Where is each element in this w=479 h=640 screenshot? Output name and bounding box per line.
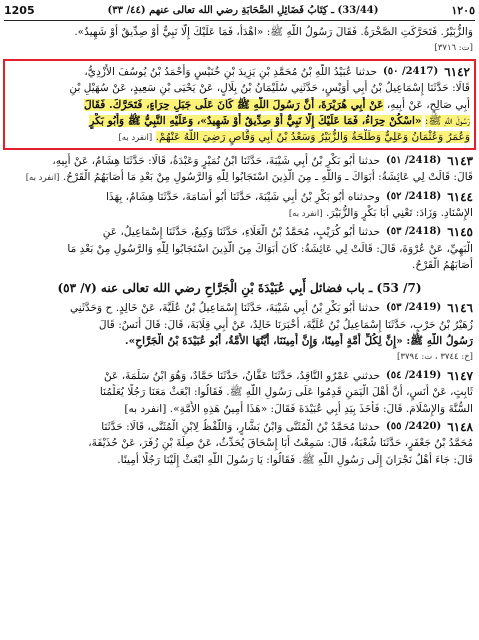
hadith-number: ٦١٤٢ — [444, 64, 470, 79]
hadith-line: السُّنَّةَ وَالإِسْلَامَ. قَالَ: فَأَخَذَ بِيَدِ أَبِي عُبَيْدَةَ فَقَالَ: «هَذَا أَمِينُ هَذِهِ الأُمَّةِ». [انفرد به] — [124, 402, 473, 415]
hadith-line: حدثنا أَبُو كُرَيْبٍ، مُحَمَّدُ بْنُ الْعَلَاءِ، حَدَّثَنَا وَكِيعٌ، حَدَّثَنَا إِسْمَاعِيلُ، عَنِ — [102, 226, 381, 239]
hadith-6145 — [6, 224, 473, 240]
hadith-number: ٦١٤٤ — [447, 189, 473, 204]
highlighted-text: «اسْكُنْ حِرَاءُ، فَمَا عَلَيْكَ إِلَّا نَبِيٌّ أَوْ صِدِّيقٌ أَوْ شَهِيدٌ»، وَعَلَيْهِ النَّبِيُّ ﷺ وَأَبُو بَكْرٍ — [89, 115, 422, 128]
hadith-line: حدثنا عُبَيْدُ اللَّهِ بْنُ مُحَمَّدِ بْنِ يَزِيدَ بْنِ خُنَيْسٍ وَأَحْمَدُ بْنُ يُوسُفَ الأَزْدِيُّ، — [84, 65, 378, 78]
hadith-line: قَالَا: حَدَّثَنَا إِسْمَاعِيلُ بْنُ أَبِي أُوَيْسٍ، حَدَّثَنِي سُلَيْمَانُ بْنُ بِلَالٍ، عَنْ يَحْيَى بْنِ سَعِيدٍ، عَنْ سُهَيْلِ بْنِ — [69, 82, 470, 95]
hadith-mark: (2418/ ٥٢) — [386, 190, 442, 202]
hadith-line: حدثنا مُحَمَّدُ بْنُ الْمُثَنَّى وَابْنُ بَشَّارٍ، وَاللَّفْظُ لِابْنِ الْمُثَنَّى، قَالَا: حَدَّثَنَا — [101, 420, 381, 433]
hadith-6148 — [6, 419, 473, 435]
hadith-line — [9, 113, 470, 129]
page-body — [6, 24, 473, 640]
hadith-reference: [انفرد به] — [288, 209, 323, 220]
highlighted-text: عَنْ أَبِي هُرَيْرَةَ، أَنَّ رَسُولَ اللَّهِ ﷺ كَانَ عَلَى جَبَلِ حِرَاءٍ، فَتَحَرَّكَ. فَقَالَ — [83, 98, 384, 111]
hadith-line: زُهَيْرُ بْنُ حَرْبٍ، حَدَّثَنَا إِسْمَاعِيلُ بْنُ عُلَيَّةَ، أَخْبَرَنَا خَالِدٌ، عَنْ أَبِي قِلَابَةَ، قَالَ: قَالَ أَنَسٌ: قَالَ — [98, 318, 473, 331]
hadith-line — [9, 129, 470, 146]
hadith-mark: (2418/ ٥١) — [386, 154, 442, 166]
hadith-6142 — [9, 64, 470, 80]
chapter-heading: (7/ 53) ـ باب فضائل أَبِي عُبَيْدَةَ بْنِ الْجَرَّاحِ رضي الله تعالى عنه (٧/ ٥٣) — [57, 280, 422, 295]
highlighted-text: وَعُمَرُ وَعُثْمَانُ وَعَلِيٌّ وَطَلْحَةُ وَالزُّبَيْرُ وَسَعْدُ بْنُ أَبِي وَقَّاصٍ رَضِيَ اللَّهُ عَنْهُمْ. — [155, 131, 470, 144]
hadith-number: ٦١٤٣ — [447, 153, 473, 168]
running-title: (33/44) ـ كِتَابُ فَضَائِلِ الصَّحَابَةِ رضي الله تعالى عنهم (٤٤/ ٣٣) — [107, 4, 379, 16]
hadith-number: ٦١٤٦ — [447, 301, 473, 316]
hadith-reference: [انفرد به] — [25, 173, 60, 184]
hadith-text: قَالَ: قَالَتْ لِي عَائِشَةُ: أَبَوَاكَ ـ وَاللَّهِ ـ مِنَ الَّذِينَ اسْتَجَابُوا لِلَّهِ وَالرَّسُولِ مِنْ بَعْدِ مَا أَصَابَهُمُ الْقَرْحُ. — [62, 171, 473, 184]
hadith-reference: [خ: ٣٧٤٤ ، ت: ٣٧٩٤] — [397, 352, 473, 363]
hadith-line: حدثني عَمْرٌو النَّاقِدُ، حَدَّثَنَا عَفَّانُ، حَدَّثَنَا حَمَّادٌ، وَهُوَ ابْنُ سَلَمَةَ، عَنْ — [103, 369, 381, 382]
hadith-6146 — [6, 300, 473, 316]
intro-line: وَالزُّبَيْرُ. فَتَحَرَّكَتِ الصَّخْرَةُ. فَقَالَ رَسُولُ اللَّهِ ﷺ: «اهْدَأْ، فَمَا عَلَيْكَ إِلَّا نَبِيٌّ أَوْ صِدِّيقٌ أَوْ شَهِيدٌ». — [74, 26, 473, 38]
hadith-number: ٦١٤٧ — [447, 368, 473, 383]
hadith-text: أَبِي صَالِحٍ، عَنْ أَبِيهِ، — [386, 98, 470, 111]
hadith-line — [6, 169, 473, 186]
hadith-line: قَالَ: جَاءَ أَهْلُ نَجْرَانَ إِلَى رَسُولِ اللَّهِ ﷺ. فَقَالُوا: يَا رَسُولَ اللَّهِ ابْعَثْ إِلَيْنَا رَجُلًا أَمِينًا. — [117, 453, 473, 466]
hadith-line: أَصَابَهُمُ الْقَرْحُ. — [412, 259, 473, 272]
page-number-latin: 1205 — [4, 3, 35, 17]
hadith-line: حدثنا أَبُو بَكْرِ بْنُ أَبِي شَيْبَةَ، حَدَّثَنَا ابْنُ نُمَيْرٍ وَعَبْدَةُ، قَالَا: حَدَّثَنَا هِشَامٌ، عَنْ أَبِيهِ، — [52, 154, 381, 167]
page-number-arabic: ١٢٠٥ — [451, 3, 475, 17]
hadith-line — [6, 205, 473, 222]
highlighted-text: رَسُولَ اللَّهِ ﷺ: — [424, 115, 470, 128]
hadith-line: الْبَهِيِّ، عَنْ عُرْوَةَ، قَالَ: قَالَتْ لِي عَائِشَةُ: كَانَ أَبَوَاكَ مِنَ الَّذِينَ اسْتَجَابُوا لِلَّهِ وَالرَّسُولِ مِنْ بَعْدِ مَا — [67, 242, 473, 255]
hadith-mark: (2420/ ٥٥) — [386, 420, 442, 432]
hadith-6144 — [6, 189, 473, 205]
hadith-6147 — [6, 368, 473, 384]
hadith-mark: (2419/ ٥٣) — [386, 302, 442, 314]
hadith-line: ثَابِتٍ، عَنْ أَنَسٍ، أَنَّ أَهْلَ الْيَمَنِ قَدِمُوا عَلَى رَسُولِ اللَّهِ ﷺ. فَقَالُوا: ابْعَثْ مَعَنَا رَجُلًا يُعَلِّمُنَا — [99, 386, 473, 399]
hadith-reference: [انفرد به] — [118, 133, 153, 144]
hadith-6143 — [6, 153, 473, 169]
hadith-line: مُحَمَّدُ بْنُ جَعْفَرٍ، حَدَّثَنَا شُعْبَةُ، قَالَ: سَمِعْتُ أَبَا إِسْحَاقَ يُحَدِّثُ، عَنْ صِلَةَ بْنِ زُفَرَ، عَنْ حُذَيْفَةَ، — [88, 437, 473, 450]
page-header — [4, 0, 475, 21]
hadith-line: وحدثناه أَبُو بَكْرِ بْنُ أَبِي شَيْبَةَ، حَدَّثَنَا أَبُو أُسَامَةَ، حَدَّثَنَا هِشَامٌ، بِهَذَا — [105, 190, 381, 203]
hadith-number: ٦١٤٥ — [447, 225, 473, 240]
hadith-mark: (2417/ ٥٠) — [383, 65, 439, 77]
intro-reference: [ت: ٣٧١٦] — [434, 43, 473, 54]
hadith-line: رَسُولُ اللَّهِ ﷺ: «إِنَّ لِكُلِّ أُمَّةٍ أَمِينًا، وَإِنَّ أَمِينَنَا، أَيَّتُهَا الأُمَّةُ، أَبُو عُبَيْدَةَ بْنُ الْجَرَّاحِ». — [124, 334, 473, 347]
hadith-text: الإِسْنَادِ. وَزَادَ: تَعْنِي أَبَا بَكْرٍ وَالزُّبَيْرَ. — [325, 207, 473, 220]
hadith-mark: (2418/ ٥٣) — [386, 226, 442, 238]
hadith-line: حدثنا أَبُو بَكْرِ بْنُ أَبِي شَيْبَةَ، حَدَّثَنَا إِسْمَاعِيلُ بْنُ عُلَيَّةَ، عَنْ خَالِدٍ. ح وَحَدَّثَنِي — [69, 302, 381, 315]
highlighted-hadith-box — [3, 59, 476, 150]
hadith-number: ٦١٤٨ — [447, 419, 473, 434]
hadith-mark: (2419/ ٥٤) — [386, 369, 442, 381]
hadith-line — [9, 97, 470, 113]
